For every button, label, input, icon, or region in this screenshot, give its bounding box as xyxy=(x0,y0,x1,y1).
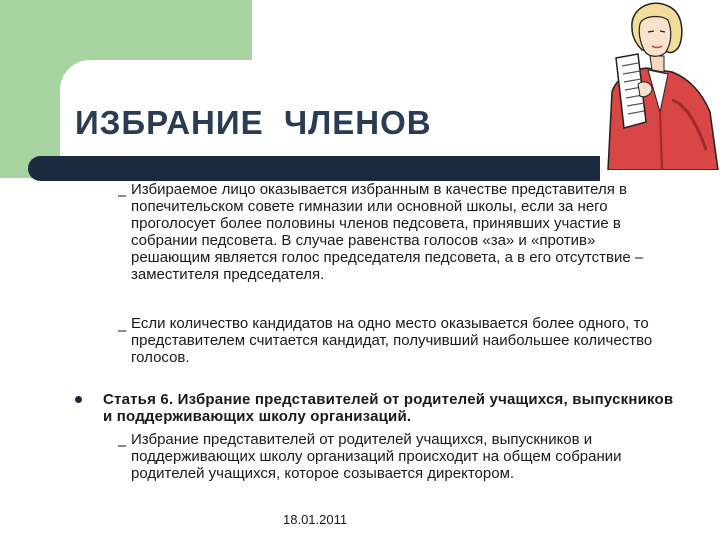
businesswoman-icon xyxy=(602,0,720,170)
article-heading: Статья 6. Избрание представителей от родителей учащихся, выпускников и поддерживающих школу организаций. xyxy=(103,391,674,425)
slide-title: ИЗБРАНИЕ ЧЛЕНОВ xyxy=(75,104,432,141)
dash-marker: – xyxy=(118,187,127,204)
list-item: Избираемое лицо оказывается избранным в качестве представителя в попечительском совете гимназии или основной школы, если за него проголосует более половины членов педсовета, принявших участие в собрании педсовета. В случае равенства голосов «за» и «против» решающим является голос председателя педсовета, а в его отсутствие – заместителя председателя. xyxy=(131,181,644,283)
title-underline-bar xyxy=(28,156,600,181)
slide-date: 18.01.2011 xyxy=(283,512,348,527)
dash-marker: – xyxy=(118,322,127,339)
bullet-icon xyxy=(75,396,82,403)
dash-marker: – xyxy=(118,437,127,454)
list-item: Если количество кандидатов на одно место оказывается более одного, то представителем считается кандидат, получивший наибольшее количество голосов. xyxy=(131,315,653,366)
list-item: Избрание представителей от родителей учащихся, выпускников и поддерживающих школу организаций происходит на общем собрании родителей учащихся, которое созывается директором. xyxy=(131,431,622,482)
